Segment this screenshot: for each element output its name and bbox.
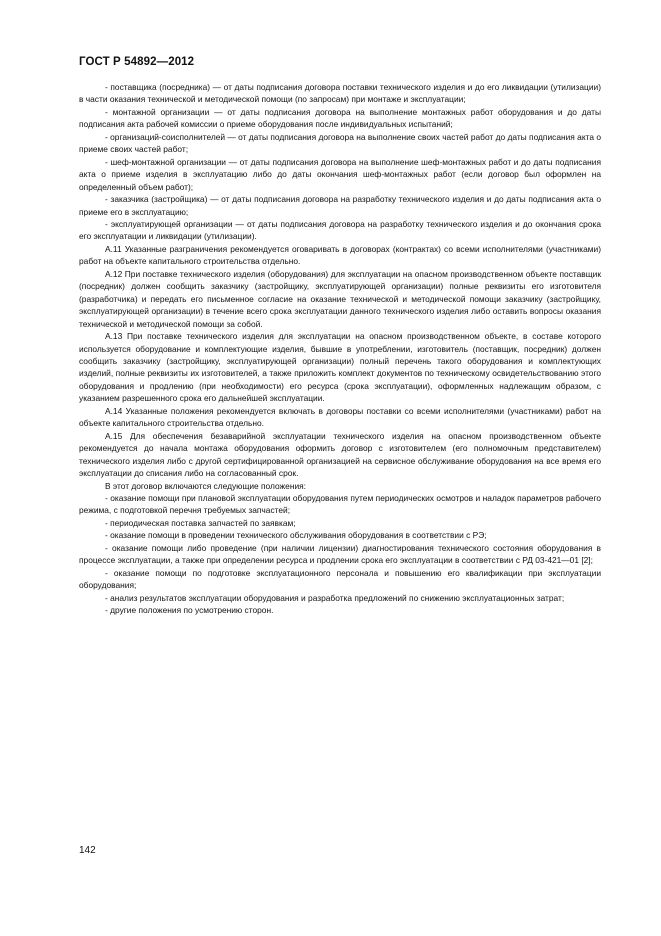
paragraph-a12: А.12 При поставке технического изделия (оборудования) для эксплуатации на опасном производственном объекте поставщик (посредник) должен сообщить заказчику (застройщику, эксплуатирующей организации) полные реквизиты его изготовителя (разработчика) и передать его письменное согласие на оказание технической и методической помощи заказчику (застройщику, эксплуатирующей организации) в течение всего срока эксплуатации данного технического изделия либо оставить вопросы оказания технической и методической помощи за собой. [79, 268, 601, 329]
list-item-diagnostics: - оказание помощи либо проведение (при наличии лицензии) диагностирования технического состояния оборудования в процессе эксплуатации, а также при определении ресурса и продлении срока его эксплуатации в соответствии с РД 03-421—01 [2]; [79, 542, 601, 566]
paragraph-a11: А.11 Указанные разграничения рекомендуется оговаривать в договорах (контрактах) со всеми исполнителями (участниками) работ на объекте капитального строительства отдельно. [79, 243, 601, 267]
paragraph-a13: А.13 При поставке технического изделия для эксплуатации на опасном производственном объекте, в составе которого используется оборудование и комплектующие изделия, бывшие в употреблении, изготовитель (поставщик, посредник) должен сообщить заказчику (застройщику, эксплуатирующей организации) полный перечень такого оборудования и комплектующих изделий, полные реквизиты их изготовителей, а также приложить комплект документов по техническому освидетельствованию этого оборудования и продлению (при необходимости) его ресурса (срока эксплуатации), оформленных надлежащим образом, с указанием разрешенного срока его дальнейшей эксплуатации. [79, 331, 601, 404]
paragraph-operator: - эксплуатирующей организации — от даты подписания договора на разработку технического изделия и до окончания срока его эксплуатации и ликвидации (утилизации). [79, 218, 601, 242]
list-item-analysis: - анализ результатов эксплуатации оборудования и разработка предложений по снижению эксплуатационных затрат; [105, 592, 565, 603]
list-item-maintenance: - оказание помощи в проведении технического обслуживания оборудования в соответствии с РЭ; [105, 530, 487, 541]
page-header-doc-code: ГОСТ Р 54892—2012 [79, 56, 195, 68]
paragraph-customer: - заказчика (застройщика) — от даты подписания договора на разработку технического изделия и до даты подписания акта о приеме его в эксплуатацию; [79, 194, 601, 217]
document-body [79, 81, 601, 616]
page-number: 142 [79, 845, 96, 856]
list-item-other: - другие положения по усмотрению сторон. [105, 605, 274, 616]
paragraph-installer: - монтажной организации — от даты подписания договора на выполнение монтажных работ оборудования и до даты подписания акта рабочей комиссии о приеме оборудования после индивидуальных испытаний; [79, 106, 601, 130]
paragraph-contract-intro: В этот договор включаются следующие положения: [105, 480, 306, 491]
list-item-planned-help: - оказание помощи при плановой эксплуатации оборудования путем периодических осмотров и наладок параметров рабочего режима, с подготовкой перечня требуемых запчастей; [79, 492, 601, 516]
paragraph-supervision: - шеф-монтажной организации — от даты подписания договора на выполнение шеф-монтажных работ и до даты подписания акта о приеме изделия в эксплуатацию либо до даты окончания шеф-монтажных работ (если договор был оформлен на определенный объем работ); [79, 156, 601, 192]
paragraph-co-executors: - организаций-соисполнителей — от даты подписания договора на выполнение своих частей работ до даты подписания акта о приеме своих частей работ; [79, 131, 601, 155]
paragraph-a14: А.14 Указанные положения рекомендуется включать в договоры поставки со всеми исполнителями (участниками) работ на объекте капитального строительства отдельно. [79, 405, 601, 429]
list-item-spare-parts: - периодическая поставка запчастей по заявкам; [105, 517, 296, 528]
list-item-training: - оказание помощи по подготовке эксплуатационного персонала и повышению его квалификации при эксплуатации оборудования; [79, 567, 601, 591]
paragraph-a15: А.15 Для обеспечения безаварийной эксплуатации технического изделия на опасном производственном объекте рекомендуется до начала монтажа оборудования оформить договор с изготовителем (его полномочным представителем) технического изделия либо с другой сертифицированной организацией на сервисное обслуживание оборудования на все время его эксплуатации до списания либо на согласованный срок. [79, 430, 601, 479]
paragraph-supplier: - поставщика (посредника) — от даты подписания договора поставки технического изделия и до его ликвидации (утилизации) в части оказания технической и методической помощи (по запросам) при монтаже и эксплуатации; [79, 82, 601, 105]
